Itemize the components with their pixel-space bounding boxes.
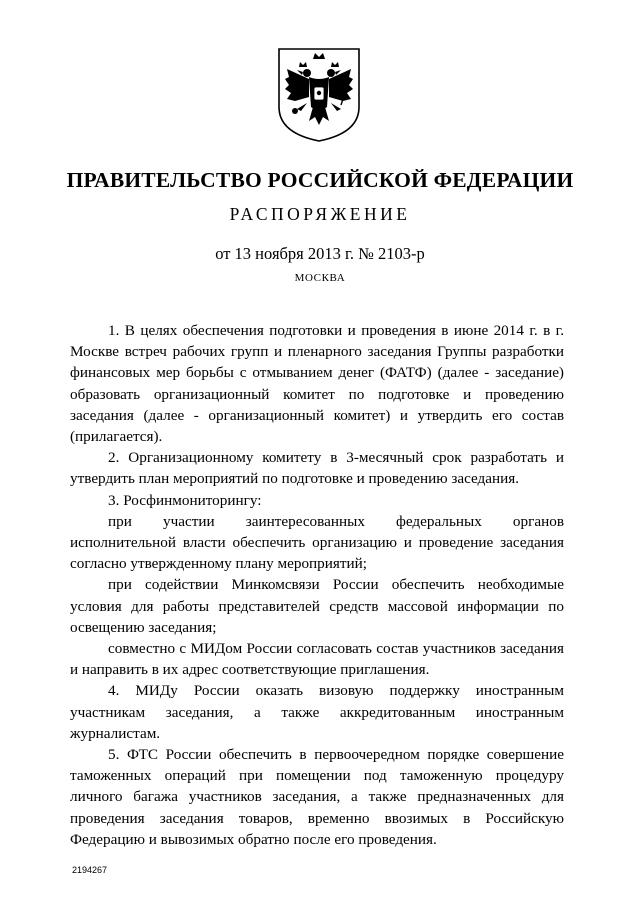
paragraph-3: 3. Росфинмониторингу: <box>108 491 262 509</box>
document-date-number: от 13 ноября 2013 г. № 2103-р <box>215 244 425 263</box>
document-code: 2194267 <box>72 865 108 875</box>
russian-coat-of-arms-icon <box>277 47 361 143</box>
paragraph-4: 4. МИДу России оказать визовую поддержку иностранным участникам заседания, а также аккредитованным иностранным журналистам. <box>70 682 564 742</box>
document-type: РАСПОРЯЖЕНИЕ <box>229 204 411 224</box>
document-city: МОСКВА <box>294 272 346 284</box>
paragraph-2: 2. Организационному комитету в 3-месячный срок разработать и утвердить план мероприятий по подготовке и проведению заседания. <box>70 449 564 488</box>
paragraph-1: 1. В целях обеспечения подготовки и проведения в июне 2014 г. в г. Москве встреч рабочих групп и пленарного заседания Группы разработки финансовых мер борьбы с отмыванием денег (ФАТФ) (далее - заседание) образовать организационный комитет по подготовке и проведению заседания (далее - организационный комитет) и утвердить его состав (прилагается). <box>70 322 564 446</box>
paragraph-5: 5. ФТС России обеспечить в первоочередном порядке совершение таможенных операций при помещении под таможенную процедуру личного багажа участников заседания, а также предназначенных для проведения заседания товаров, временно ввозимых в Российскую Федерацию и вывозимых обратно после его проведения. <box>70 746 564 848</box>
government-title: ПРАВИТЕЛЬСТВО РОССИЙСКОЙ ФЕДЕРАЦИИ <box>66 168 574 192</box>
paragraph-3-item-3: совместно с МИДом России согласовать состав участников заседания и направить в их адрес соответствующие приглашения. <box>70 640 564 679</box>
paragraph-3-item-1: при участии заинтересованных федеральных органов исполнительной власти обеспечить организацию и проведение заседания согласно утвержденному плану мероприятий; <box>70 512 564 573</box>
paragraph-3-item-2: при содействии Минкомсвязи России обеспечить необходимые условия для работы представителей средств массовой информации по освещению заседания; <box>70 576 564 636</box>
document-body <box>70 320 564 850</box>
